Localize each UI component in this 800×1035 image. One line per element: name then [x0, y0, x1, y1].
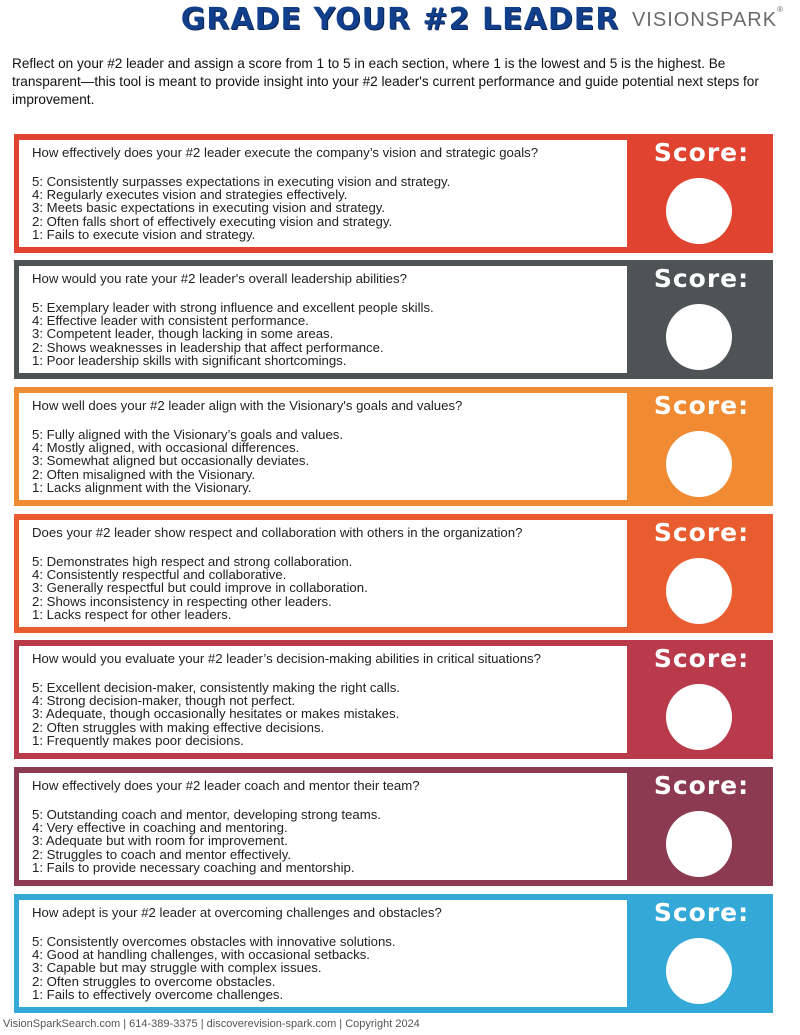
question-text: Does your #2 leader show respect and collaboration with others in the organization? — [32, 525, 523, 540]
grade-section-7 — [14, 894, 773, 1013]
rating-option: 4: Regularly executes vision and strategies effectively. — [32, 187, 348, 203]
rating-option: 5: Exemplary leader with strong influence and excellent people skills. — [32, 300, 434, 315]
grade-section-3 — [14, 387, 773, 506]
question-text: How adept is your #2 leader at overcoming challenges and obstacles? — [32, 905, 442, 920]
rating-option: 4: Consistently respectful and collaborative. — [32, 567, 287, 583]
question-text: How would you evaluate your #2 leader’s decision-making abilities in critical situations? — [32, 651, 541, 666]
score-circle-field[interactable] — [666, 811, 732, 877]
rating-option: 2: Shows weaknesses in leadership that affect performance. — [32, 339, 384, 355]
rating-option: 1: Poor leadership skills with significant shortcomings. — [32, 352, 347, 368]
score-label: Score: — [653, 771, 750, 800]
rating-option: 2: Often falls short of effectively executing vision and strategy. — [32, 213, 393, 229]
rating-option: 1: Fails to provide necessary coaching and mentorship. — [32, 859, 355, 875]
score-label: Score: — [653, 644, 750, 673]
grade-section-2 — [14, 260, 773, 379]
rating-option: 3: Somewhat aligned but occasionally deviates. — [32, 453, 310, 469]
score-label: Score: — [653, 518, 750, 547]
question-box — [19, 773, 627, 880]
rating-option: 3: Generally respectful but could improve in collaboration. — [32, 580, 368, 596]
score-circle-field[interactable] — [666, 304, 732, 370]
rating-option: 5: Outstanding coach and mentor, developing strong teams. — [32, 807, 381, 822]
question-text: How well does your #2 leader align with the Visionary's goals and values? — [32, 398, 463, 413]
rating-option: 5: Demonstrates high respect and strong collaboration. — [32, 554, 353, 569]
rating-option: 1: Fails to effectively overcome challenges. — [32, 986, 284, 1002]
question-box — [19, 520, 627, 627]
score-circle-field[interactable] — [666, 684, 732, 750]
rating-option: 5: Fully aligned with the Visionary’s goals and values. — [32, 427, 344, 442]
score-label: Score: — [653, 391, 750, 420]
rating-option: 5: Excellent decision-maker, consistently making the right calls. — [32, 680, 400, 695]
rating-option: 4: Good at handling challenges, with occasional setbacks. — [32, 947, 370, 963]
question-text: How effectively does your #2 leader coach and mentor their team? — [32, 778, 420, 793]
rating-option: 4: Strong decision-maker, though not perfect. — [32, 693, 296, 709]
question-box — [19, 646, 627, 753]
logo-registered-mark: ® — [777, 5, 784, 15]
rating-option: 1: Lacks respect for other leaders. — [32, 606, 232, 622]
score-label: Score: — [653, 264, 750, 293]
rating-option: 2: Struggles to coach and mentor effectively. — [32, 846, 292, 862]
rating-option: 3: Adequate but with room for improvement. — [32, 833, 288, 849]
page-title: GRADE YOUR #2 LEADER — [180, 2, 620, 37]
rating-option: 3: Meets basic expectations in executing vision and strategy. — [32, 200, 386, 216]
rating-option: 2: Often struggles to overcome obstacles. — [32, 973, 276, 989]
score-circle-field[interactable] — [666, 178, 732, 244]
question-box — [19, 266, 627, 373]
question-text: How would you rate your #2 leader's overall leadership abilities? — [32, 271, 407, 286]
grade-section-6 — [14, 767, 773, 886]
question-text: How effectively does your #2 leader execute the company’s vision and strategic goals? — [32, 145, 539, 160]
rating-option: 3: Capable but may struggle with complex issues. — [32, 960, 322, 976]
score-circle-field[interactable] — [666, 431, 732, 497]
question-box — [19, 900, 627, 1007]
question-box — [19, 140, 627, 247]
rating-option: 2: Shows inconsistency in respecting other leaders. — [32, 593, 332, 609]
rating-option: 5: Consistently overcomes obstacles with innovative solutions. — [32, 934, 396, 949]
grade-section-1 — [14, 134, 773, 253]
rating-option: 1: Frequently makes poor decisions. — [32, 732, 244, 748]
logo-text: VISIONSPARK — [631, 9, 778, 31]
grade-section-5 — [14, 640, 773, 759]
question-box — [19, 393, 627, 500]
rating-option: 4: Very effective in coaching and mentoring. — [32, 820, 288, 836]
rating-option: 1: Lacks alignment with the Visionary. — [32, 479, 252, 495]
score-label: Score: — [653, 898, 750, 927]
score-circle-field[interactable] — [666, 938, 732, 1004]
rating-option: 4: Mostly aligned, with occasional differences. — [32, 440, 300, 456]
footer-text: VisionSparkSearch.com | 614-389-3375 | discoverevision-spark.com | Copyright 2024 — [3, 1018, 420, 1030]
score-label: Score: — [653, 138, 750, 167]
rating-option: 1: Fails to execute vision and strategy. — [32, 226, 256, 242]
rating-option: 2: Often misaligned with the Visionary. — [32, 466, 256, 482]
score-circle-field[interactable] — [666, 558, 732, 624]
rating-option: 4: Effective leader with consistent performance. — [32, 313, 309, 329]
intro-paragraph: Reflect on your #2 leader and assign a score from 1 to 5 in each section, where 1 is the lowest and 5 is the highest. Be transparent—this tool is meant to provide insight into your #2 leader's current performance and guide potential next steps for improvement. — [12, 56, 759, 107]
rating-option: 3: Adequate, though occasionally hesitates or makes mistakes. — [32, 706, 400, 722]
rating-option: 2: Often struggles with making effective decisions. — [32, 719, 325, 735]
vision-spark-logo — [631, 5, 784, 32]
rating-option: 5: Consistently surpasses expectations in executing vision and strategy. — [32, 174, 451, 189]
rating-option: 3: Competent leader, though lacking in some areas. — [32, 326, 334, 342]
grade-section-4 — [14, 514, 773, 633]
